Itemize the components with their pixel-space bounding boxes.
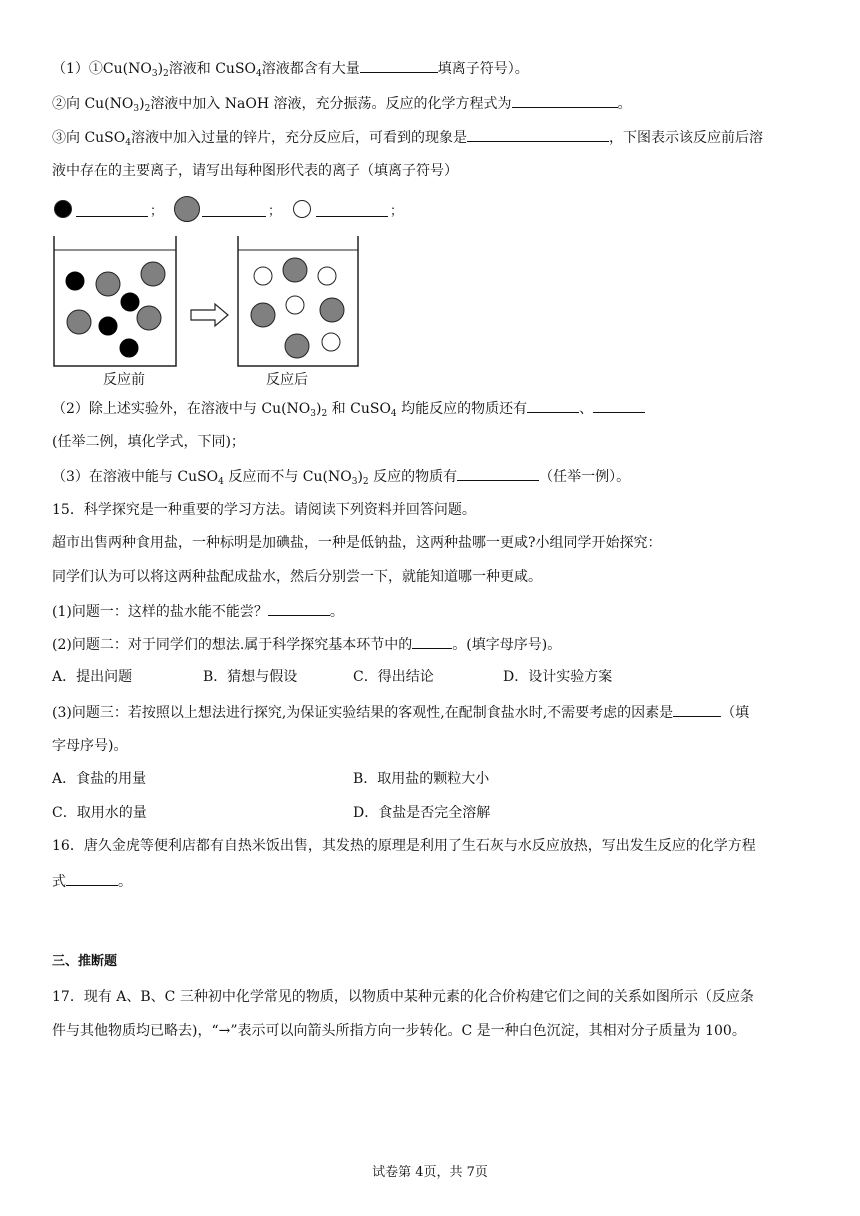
answer-blank[interactable] (673, 702, 721, 717)
answer-blank[interactable] (457, 466, 539, 481)
q15-q3-option-d[interactable]: D．食盐是否完全溶解 (353, 805, 491, 821)
answer-blank[interactable] (412, 634, 452, 649)
text: ②向 Cu(NO (52, 96, 134, 112)
answer-blank[interactable] (202, 202, 266, 217)
beaker-before (54, 236, 176, 366)
q14-part3-line (52, 466, 630, 487)
text: ) (139, 96, 145, 112)
text: 溶液中加入过量的锌片，充分反应后，可看到的现象是 (130, 130, 467, 146)
text: 反应的物质有 (368, 469, 458, 485)
text: ) (157, 61, 164, 77)
text: ) (316, 401, 322, 417)
gray-ion (251, 303, 275, 327)
separator: ； (268, 204, 282, 219)
gray-circle-icon (174, 196, 200, 222)
answer-blank[interactable] (316, 202, 388, 217)
black-circle-icon (54, 200, 72, 218)
text: （填 (721, 705, 750, 721)
q15-question3 (52, 702, 749, 723)
answer-blank[interactable] (467, 127, 609, 142)
text: （3）在溶液中能与 CuSO (52, 469, 219, 485)
subscript: 4 (256, 69, 262, 79)
q15-paragraph1: 超市出售两种食用盐，一种标明是加碘盐，一种是低钠盐，这两种盐哪一更咸?小组同学开始探究： (52, 535, 662, 551)
subscript: 4 (125, 138, 131, 148)
subscript: 2 (144, 104, 151, 114)
q14-part2-line (52, 398, 645, 419)
gray-ion (320, 298, 344, 322)
text: 和 CuSO (327, 401, 391, 417)
text: （任举一例）。 (539, 469, 631, 485)
q16-line1: 16．唐久金虎等便利店都有自热米饭出售，其发热的原理是利用了生石灰与水反应放热，写出发生反应的化学方程 (52, 838, 756, 854)
subscript: 2 (321, 409, 328, 419)
page-footer: 试卷第 4页，共 7页 (372, 1165, 488, 1180)
section-title: 三、推断题 (52, 954, 118, 969)
text: （1）①Cu(NO (52, 61, 152, 77)
q14-part1-line3 (52, 127, 763, 148)
gray-ion (96, 272, 120, 296)
black-ion (99, 317, 117, 335)
text: 式 (52, 874, 66, 890)
answer-blank[interactable] (66, 871, 118, 886)
text: 反应而不与 Cu(NO (223, 469, 352, 485)
q15-question2 (52, 634, 561, 655)
text: ) (357, 469, 363, 485)
text: (3)问题三：若按照以上想法进行探究,为保证实验结果的客观性,在配制食盐水时,不需要考虑的因素是 (52, 705, 674, 721)
q14-part1-line (52, 58, 529, 79)
separator: ； (150, 204, 164, 219)
q15-q3-option-a[interactable]: A．食盐的用量 (52, 771, 147, 787)
subscript: 4 (390, 409, 397, 419)
black-ion (121, 293, 139, 311)
gray-ion (137, 306, 161, 330)
text: 溶液中加入 NaOH 溶液，充分振荡。反应的化学方程式为 (150, 96, 512, 112)
white-ion (286, 296, 304, 314)
text: ③向 CuSO (52, 130, 126, 146)
gray-ion (285, 334, 309, 358)
subscript: 3 (310, 409, 317, 419)
subscript: 2 (362, 477, 369, 487)
q15-title: 15．科学探究是一种重要的学习方法。请阅读下列资料并回答问题。 (52, 502, 476, 518)
text: 溶液和 CuSO (168, 61, 257, 77)
answer-blank[interactable] (527, 398, 579, 413)
text: (2)问题二：对于同学们的想法.属于科学探究基本环节中的 (52, 637, 413, 653)
subscript: 3 (351, 477, 358, 487)
white-ion (254, 267, 272, 285)
q17-line1: 17．现有 A、B、C 三种初中化学常见的物质，以物质中某种元素的化合价构建它们之间的关系如图所示（反应条 (52, 989, 754, 1005)
q15-q3-option-c[interactable]: C．取用水的量 (52, 805, 147, 821)
answer-blank[interactable] (360, 58, 438, 73)
white-ion (322, 333, 340, 351)
q15-q2-option-b[interactable]: B．猜想与假设 (203, 669, 298, 685)
subscript: 3 (151, 69, 158, 79)
subscript: 4 (218, 477, 224, 487)
text: 、 (579, 401, 594, 417)
gray-ion (67, 310, 91, 334)
white-circle-icon (293, 200, 311, 218)
answer-blank[interactable] (593, 398, 645, 413)
separator: ； (390, 204, 404, 219)
text: 。(填字母序号)。 (452, 637, 562, 653)
text: 。 (118, 874, 132, 890)
q15-question1 (52, 601, 344, 622)
text: （2）除上述实验外，在溶液中与 Cu(NO (52, 401, 311, 417)
q14-part1-line2 (52, 93, 632, 114)
subscript: 2 (163, 69, 169, 79)
q16-line2 (52, 871, 132, 892)
q15-q3-option-b[interactable]: B．取用盐的颗粒大小 (353, 771, 490, 787)
black-ion (120, 339, 138, 357)
label-after: 反应后 (266, 372, 308, 388)
q17-line2: 件与其他物质均已略去)，“→”表示可以向箭头所指方向一步转化。C 是一种白色沉淀，其相对分子质量为 100。 (52, 1023, 746, 1039)
text: 。 (617, 96, 632, 112)
reaction-diagram (50, 234, 370, 370)
text: (1)问题一：这样的盐水能不能尝？ (52, 604, 268, 620)
text: 填离子符号）。 (437, 61, 529, 77)
subscript: 3 (133, 104, 140, 114)
gray-ion (283, 258, 307, 282)
text: 。 (329, 604, 344, 620)
black-ion (66, 272, 84, 290)
reaction-arrow-icon (191, 304, 228, 326)
q15-q2-option-d[interactable]: D．设计实验方案 (503, 669, 613, 685)
text: 溶液都含有大量 (261, 61, 360, 77)
answer-blank[interactable] (268, 601, 330, 616)
answer-blank[interactable] (76, 202, 148, 217)
label-before: 反应前 (103, 372, 145, 388)
q15-q2-option-c[interactable]: C．得出结论 (353, 669, 434, 685)
gray-ion (141, 262, 165, 286)
text: 均能反应的物质还有 (396, 401, 528, 417)
q15-q2-option-a[interactable]: A．提出问题 (52, 669, 133, 685)
q14-part1-line4: 液中存在的主要离子，请写出每种图形代表的离子（填离子符号） (52, 163, 458, 179)
text: ，下图表示该反应前后溶 (608, 130, 763, 146)
answer-blank[interactable] (512, 93, 618, 108)
q15-paragraph2: 同学们认为可以将这两种盐配成盐水，然后分别尝一下，就能知道哪一种更咸。 (52, 569, 542, 585)
q14-part2-note: (任举二例，填化学式，下同)； (52, 434, 245, 450)
white-ion (318, 267, 336, 285)
q15-question3-cont: 字母序号)。 (52, 738, 128, 754)
